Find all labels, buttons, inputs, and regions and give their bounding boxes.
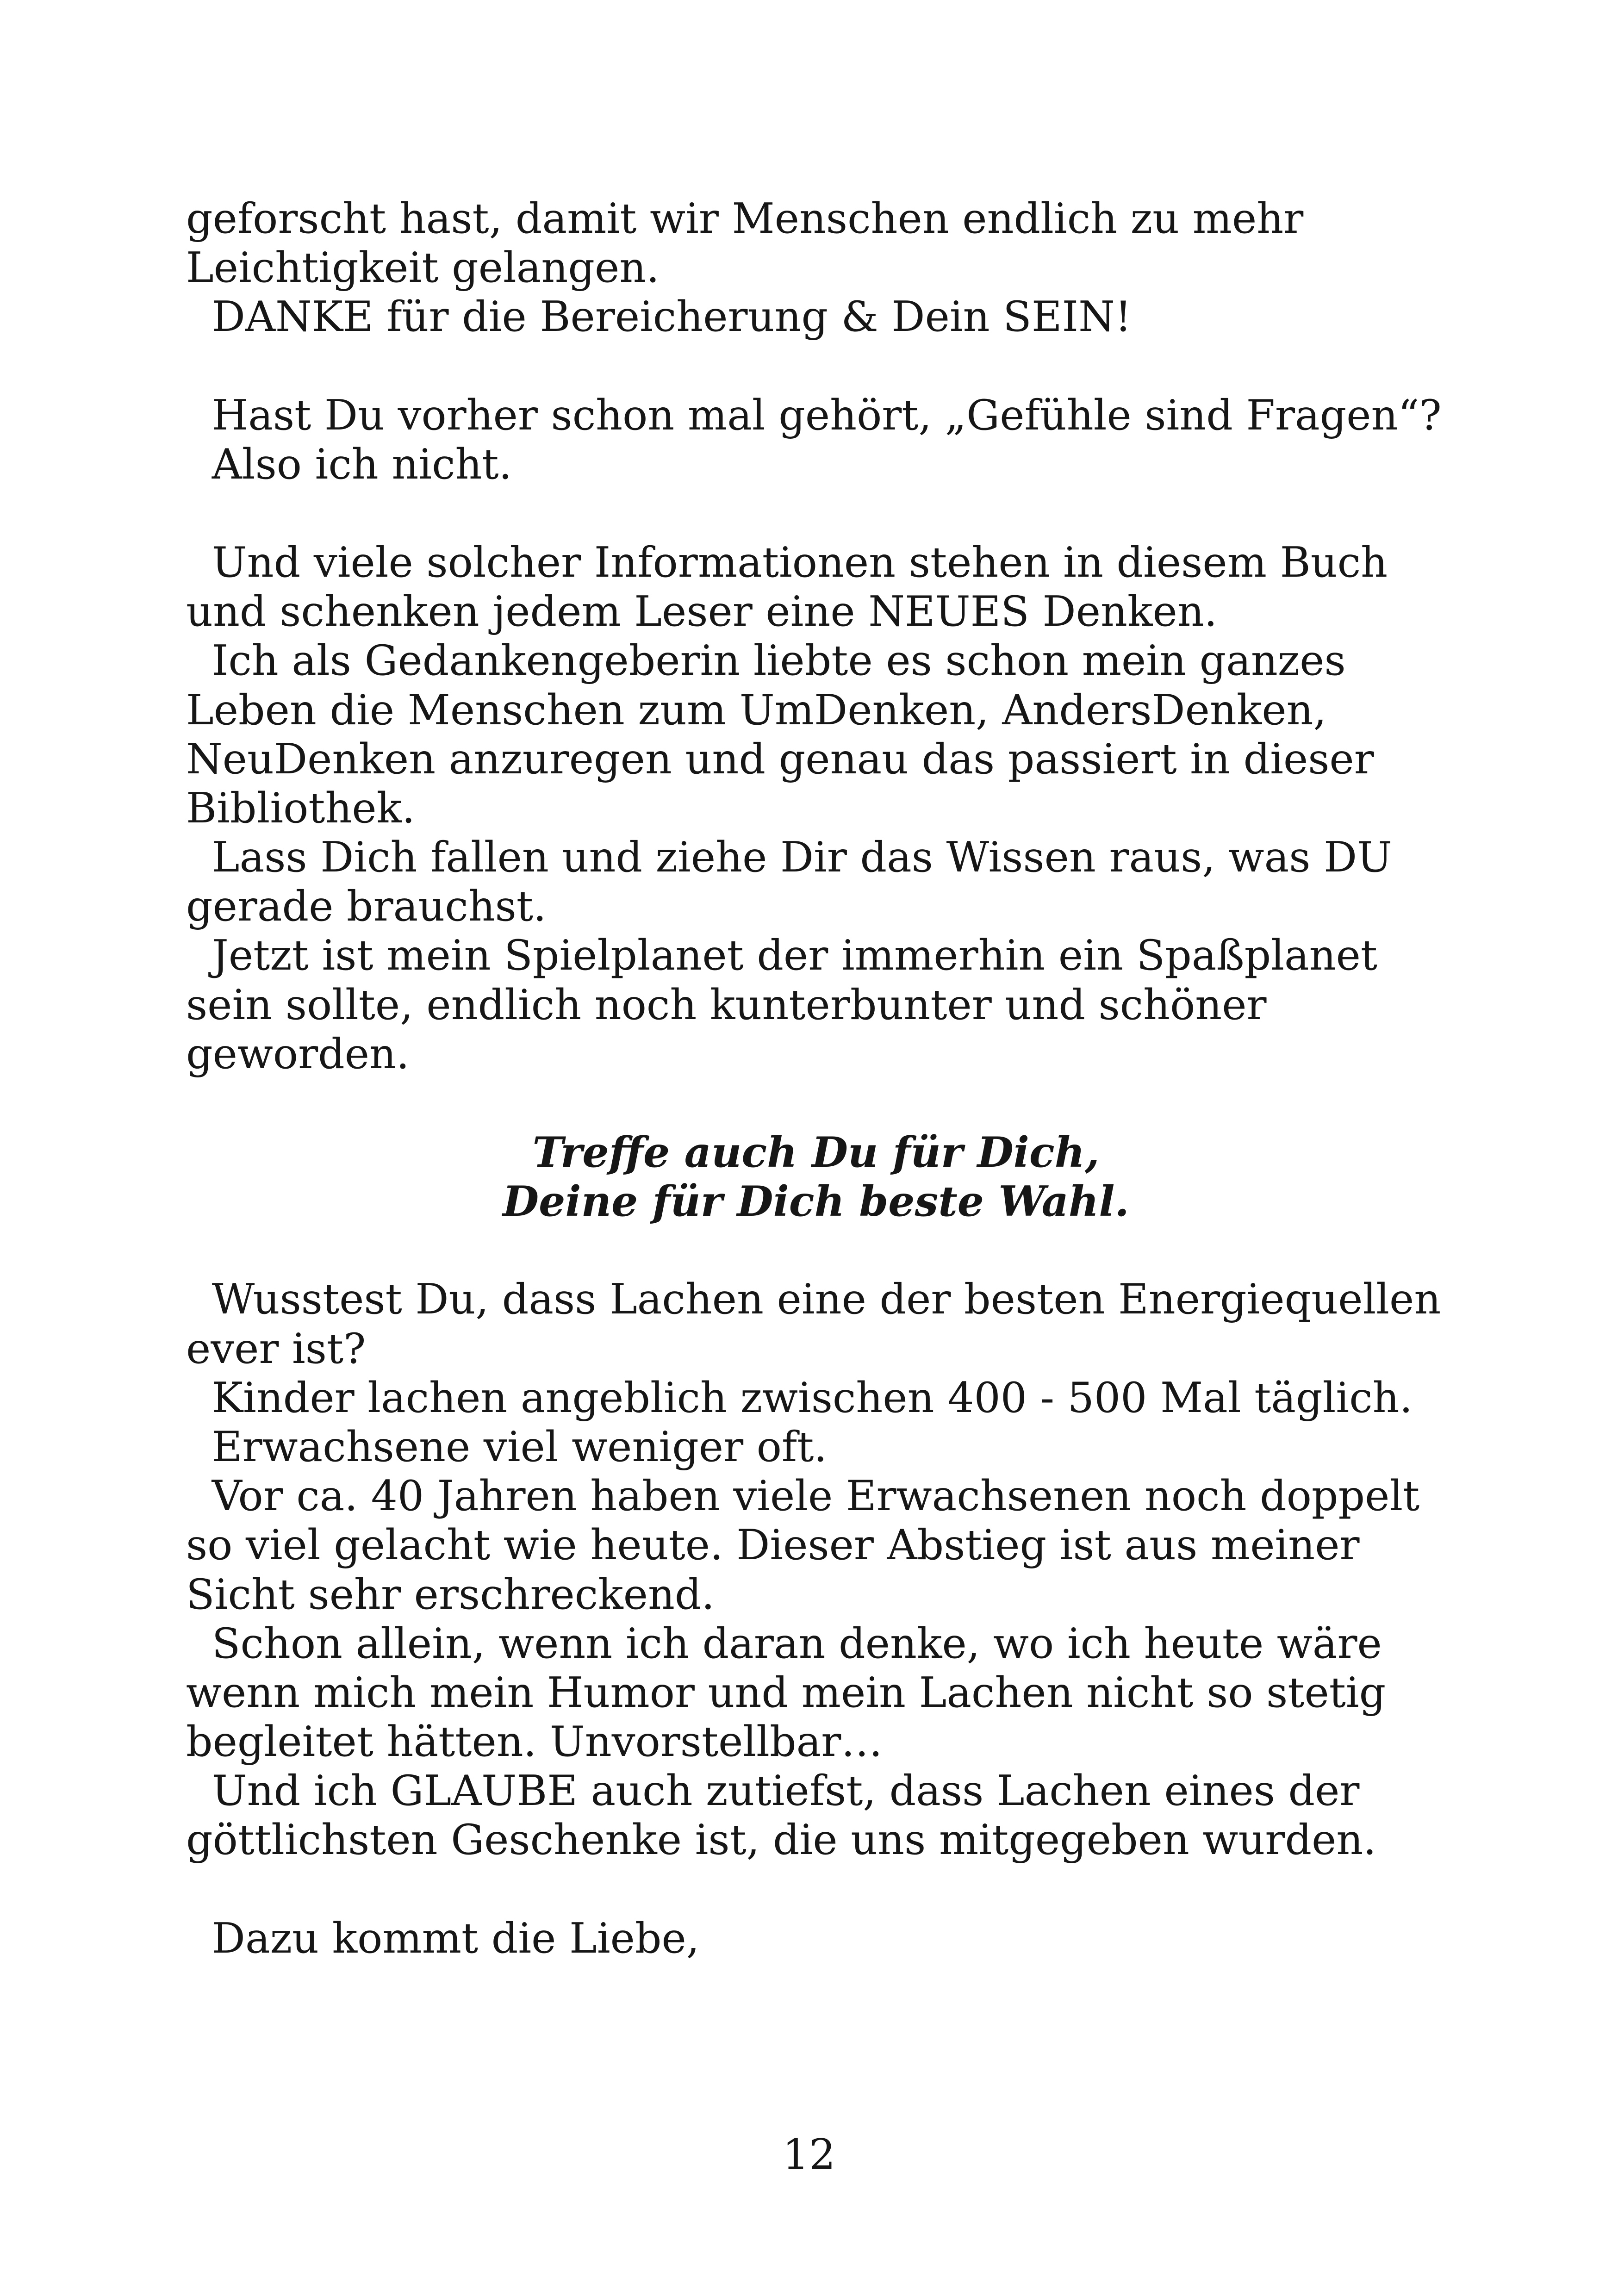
paragraph-kinder-lachen: Kinder lachen angeblich zwischen 400 - 500 Mal täglich. bbox=[212, 1373, 1413, 1422]
paragraph-danke: DANKE für die Bereicherung & Dein SEIN! bbox=[212, 292, 1132, 342]
paragraph-gedankengeberin: Ich als Gedankengeberin liebte es schon mein ganzes Leben die Menschen zum UmDenken, AndersDenken, NeuDenken anzuregen und genau das passiert in dieser Bibliothek. bbox=[186, 636, 1374, 833]
page-number: 12 bbox=[782, 2130, 836, 2179]
paragraph-vor-40-jahren: Vor ca. 40 Jahren haben viele Erwachsenen noch doppelt so viel gelacht wie heute. Dieser Abstieg ist aus meiner Sicht sehr erschreckend. bbox=[186, 1472, 1420, 1619]
quote-line-1: Treffe auch Du für Dich, bbox=[532, 1128, 1100, 1177]
quote-line-2: Deine für Dich beste Wahl. bbox=[503, 1177, 1129, 1226]
paragraph-erwachsene: Erwachsene viel weniger oft. bbox=[212, 1422, 827, 1471]
centered-quote bbox=[186, 1128, 1446, 1226]
paragraph-gefuehle-frage: Hast Du vorher schon mal gehört, „Gefühle sind Fragen“? bbox=[212, 391, 1442, 440]
paragraph-also-ich-nicht: Also ich nicht. bbox=[212, 440, 512, 489]
paragraph-informationen: Und viele solcher Informationen stehen in diesem Buch und schenken jedem Leser eine NEUES Denken. bbox=[186, 538, 1388, 636]
page-text bbox=[186, 194, 1446, 1963]
paragraph-wusstest-du: Wusstest Du, dass Lachen eine der besten Energiequellen ever ist? bbox=[186, 1275, 1441, 1373]
paragraph-schon-allein: Schon allein, wenn ich daran denke, wo ich heute wäre wenn mich mein Humor und mein Lachen nicht so stetig begleitet hätten. Unvorstellbar… bbox=[186, 1619, 1386, 1767]
paragraph-dazu-kommt-die-liebe: Dazu kommt die Liebe, bbox=[212, 1914, 700, 1963]
paragraph-glaube: Und ich GLAUBE auch zutiefst, dass Lachen eines der göttlichsten Geschenke ist, die uns mitgegeben wurden. bbox=[186, 1767, 1376, 1865]
paragraph-continuation: geforscht hast, damit wir Menschen endlich zu mehr Leichtigkeit gelangen. bbox=[186, 194, 1304, 292]
paragraph-spielplanet: Jetzt ist mein Spielplanet der immerhin ein Spaßplanet sein sollte, endlich noch kunterbunter und schöner geworden. bbox=[186, 931, 1378, 1078]
paragraph-lass-dich-fallen: Lass Dich fallen und ziehe Dir das Wissen raus, was DU gerade brauchst. bbox=[186, 833, 1393, 931]
